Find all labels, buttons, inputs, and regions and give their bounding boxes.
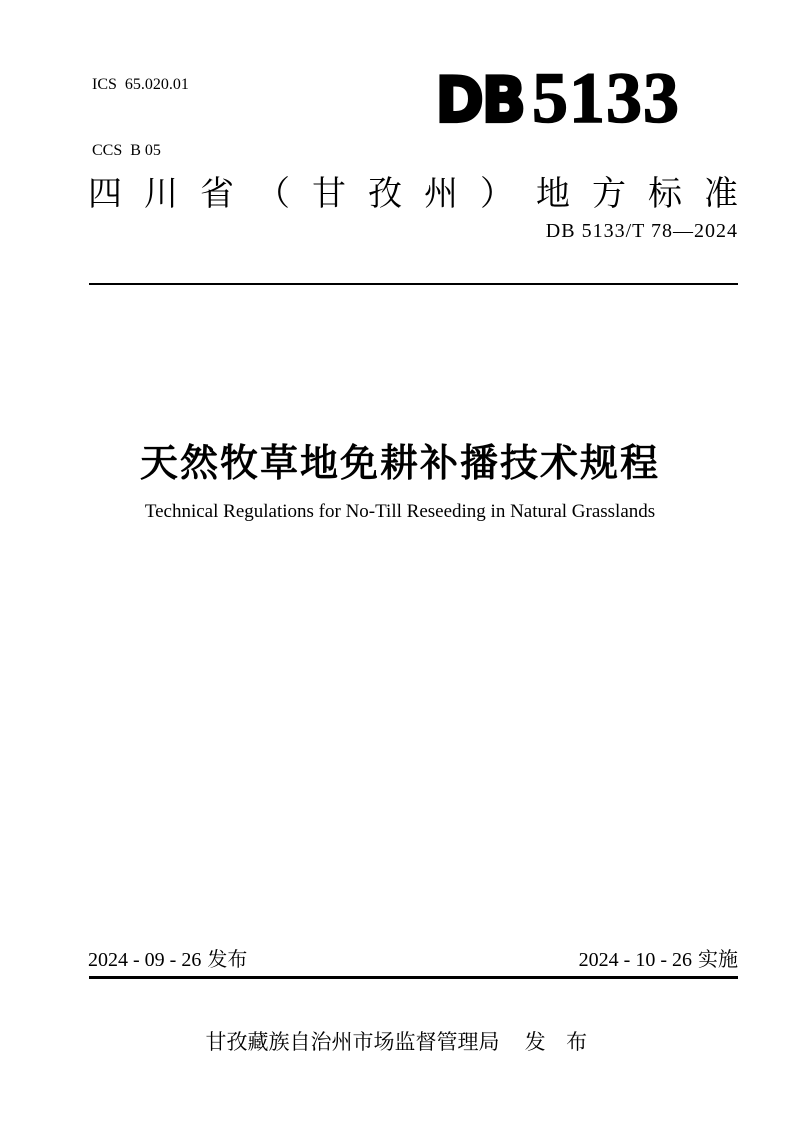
footer-rule [89,976,738,979]
issue-date-group [88,948,247,972]
standard-name-char: 方 [592,175,626,213]
date-row [88,948,738,972]
ics-code: ICS 65.020.01 [92,76,189,93]
standard-name-char: 川 [144,175,178,213]
ccs-code: CCS B 05 [92,142,161,159]
standard-name-char: 甘 [312,175,346,213]
implement-date-group [579,948,738,972]
logo-db-letters: DB [435,62,524,137]
standard-name-char: 地 [536,175,570,213]
standard-name-char: 四 [88,175,122,213]
logo-region-number: 5133 [532,58,680,138]
standard-name-char: 孜 [368,175,402,213]
document-number: DB 5133/T 78—2024 [545,220,738,242]
publisher-name: 甘孜藏族自治州市场监督管理局 [205,1031,500,1054]
standard-name-char: 标 [648,175,682,213]
db-standard-logo [435,58,680,138]
standard-name [88,174,738,214]
issue-date-label: 发布 [207,949,248,971]
document-title-en: Technical Regulations for No-Till Reseeding in Natural Grasslands [144,501,656,522]
document-title-cn: 天然牧草地免耕补播技术规程 [139,443,660,485]
issue-date: 2024 - 09 - 26 [88,949,202,971]
standard-name-char: （ [256,175,290,213]
standard-name-char: 州 [424,175,458,213]
implement-date-label: 实施 [698,949,738,971]
publisher-row [0,1030,800,1056]
standard-name-char: ） [480,175,514,213]
header-rule [89,283,738,285]
publish-action-label: 发 布 [524,1031,595,1054]
implement-date: 2024 - 10 - 26 [578,949,692,971]
standard-name-char: 省 [200,175,234,213]
standard-name-char: 准 [704,175,738,213]
